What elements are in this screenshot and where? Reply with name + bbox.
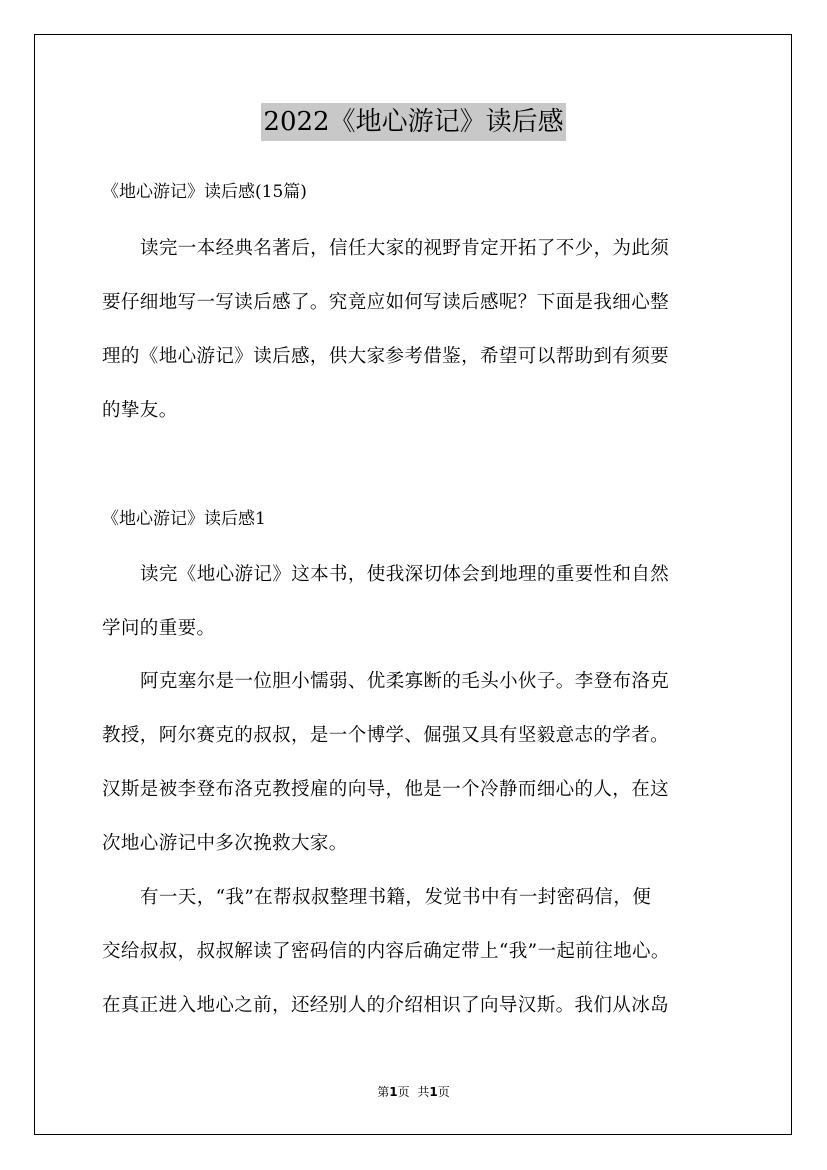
- body-line: 交给叔叔，叔叔解读了密码信的内容后确定带上“我”一起前往地心。: [102, 941, 670, 962]
- body-line: 读完《地心游记》这本书，使我深切体会到地理的重要性和自然: [140, 564, 670, 585]
- body-line: 汉斯是被李登布洛克教授雇的向导，他是一个冷静而细心的人，在这: [102, 779, 670, 800]
- section-heading: 《地心游记》读后感1: [102, 509, 266, 529]
- total-pages: 1: [429, 1085, 438, 1099]
- total-suffix: 页: [437, 1085, 450, 1099]
- document-title: 2022《地心游记》读后感: [261, 103, 565, 141]
- intro-line: 要仔细地写一写读后感了。究竟应如何写读后感呢？下面是我细心整: [102, 292, 670, 313]
- page-suffix: 页: [397, 1085, 410, 1099]
- intro-line: 读完一本经典名著后，信任大家的视野肯定开拓了不少，为此须: [140, 238, 670, 259]
- body-line: 阿克塞尔是一位胆小懦弱、优柔寡断的毛头小伙子。李登布洛克: [140, 671, 670, 692]
- page-prefix: 第: [377, 1085, 390, 1099]
- body-line: 次地心游记中多次挽救大家。: [102, 833, 348, 854]
- body-line: 教授，阿尔赛克的叔叔，是一个博学、倔强又具有坚毅意志的学者。: [102, 725, 670, 746]
- body-line: 有一天，“我”在帮叔叔整理书籍，发觉书中有一封密码信，便: [140, 887, 652, 908]
- page-number: 1: [389, 1085, 398, 1099]
- intro-line: 的挚友。: [102, 400, 178, 421]
- intro-line: 理的《地心游记》读后感，供大家参考借鉴，希望可以帮助到有须要: [102, 346, 670, 367]
- title-container: [0, 103, 827, 141]
- total-prefix: 共: [417, 1085, 430, 1099]
- page-footer: [0, 1083, 827, 1101]
- body-line: 在真正进入地心之前，还经别人的介绍相识了向导汉斯。我们从冰岛: [102, 995, 670, 1016]
- body-line: 学问的重要。: [102, 618, 216, 639]
- document-subtitle: 《地心游记》读后感(15篇): [102, 182, 307, 202]
